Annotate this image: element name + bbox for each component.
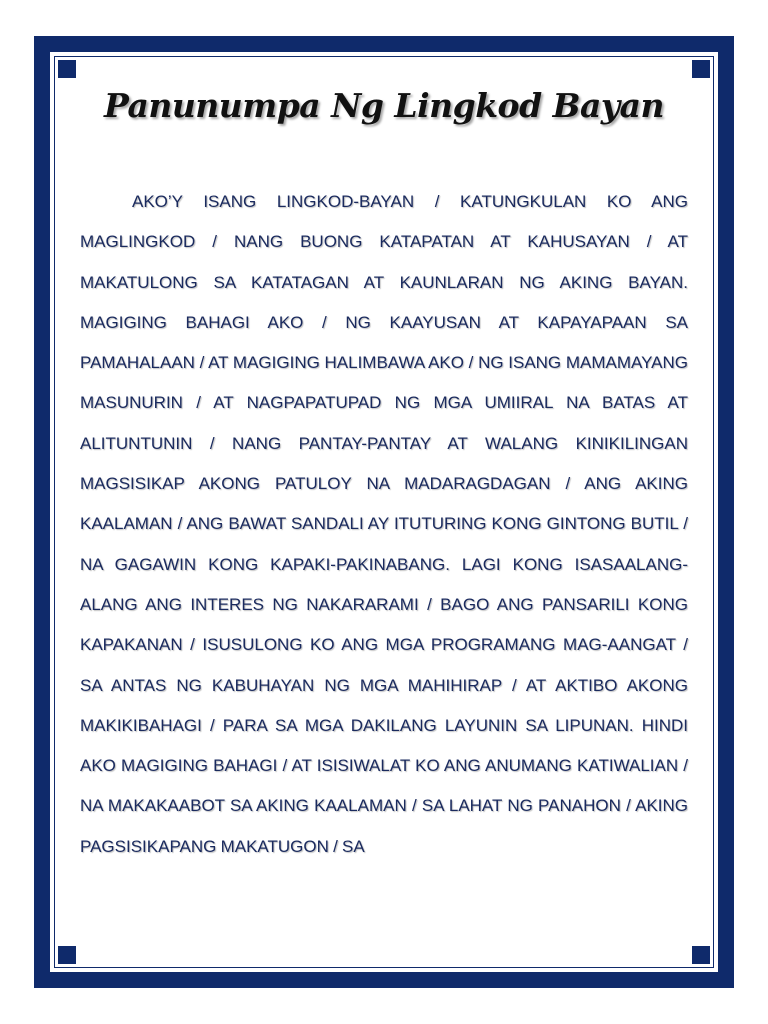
frame-right-bar [718, 82, 734, 942]
frame-top-bar [80, 36, 688, 52]
frame-left-bar [34, 82, 50, 942]
oath-body-text: AKO’Y ISANG LINGKOD-BAYAN / KATUNGKULAN KO ANG MAGLINGKOD / NANG BUONG KATAPATAN AT KAHUSAYAN / AT MAKATULONG SA KATATAGAN AT KAUNLARAN NG AKING BAYAN. MAGIGING BAHAGI AKO / NG KAAYUSAN AT KAPAYAPAAN SA PAMAHALAAN / AT MAGIGING HALIMBAWA AKO / NG ISANG MAMAMAYANG MASUNURIN / AT NAGPAPATUPAD NG MGA UMIIRAL NA BATAS AT ALITUNTUNIN / NANG PANTAY-PANTAY AT WALANG KINIKILINGAN MAGSISIKAP AKONG PATULOY NA MADARAGDAGAN / ANG AKING KAALAMAN / ANG BAWAT SANDALI AY ITUTURING KONG GINTONG BUTIL / NA GAGAWIN KONG KAPAKI-PAKINABANG. LAGI KONG ISASAALANG-ALANG ANG INTERES NG NAKARARAMI / BAGO ANG PANSARILI KONG KAPAKANAN / ISUSULONG KO ANG MGA PROGRAMANG MAG-AANGAT / SA ANTAS NG KABUHAYAN NG MGA MAHIHIRAP / AT AKTIBO AKONG MAKIKIBAHAGI / PARA SA MGA DAKILANG LAYUNIN SA LIPUNAN. HINDI AKO MAGIGING BAHAGI / AT ISISIWALAT KO ANG ANUMANG KATIWALIAN / NA MAKAKAABOT SA AKING KAALAMAN / SA LAHAT NG PANAHON / AKING PAGSISIKAPANG MAKATUGON / SA [80, 192, 688, 856]
page-title: Panunumpa Ng Lingkod Bayan [104, 86, 664, 125]
frame-bottom-bar [80, 972, 688, 988]
